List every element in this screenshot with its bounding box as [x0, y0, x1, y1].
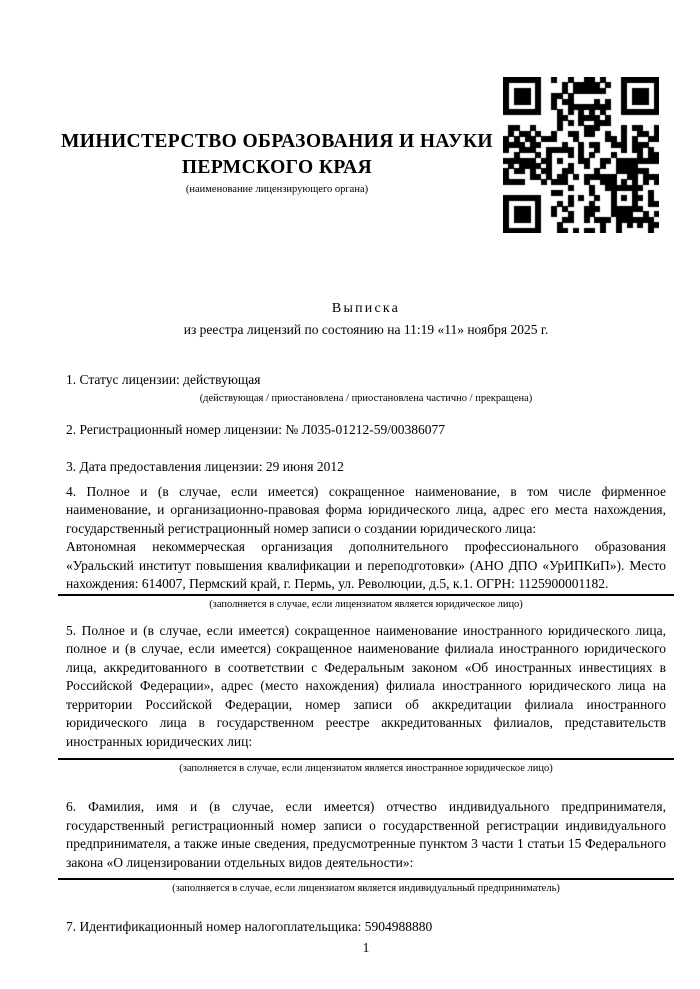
legal-entity-question: 4. Полное и (в случае, если имеется) сокращенное наименование, в том числе фирменное наименование, и организационно-правовая форма юридического лица, адрес его места нахождения, государственный регистрационный номер записи о создании юридического лица: — [66, 483, 666, 536]
section-taxpayer-number: 7. Идентификационный номер налогоплательщика: 5904988880 — [66, 919, 433, 934]
individual-entrepreneur-caption: (заполняется в случае, если лицензиатом является индивидуальный предприниматель) — [172, 883, 560, 894]
document-body — [66, 300, 666, 937]
ministry-name-line2: ПЕРМСКОГО КРАЯ — [181, 156, 373, 178]
section-grant-date: 3. Дата предоставления лицензии: 29 июня 2012 — [66, 459, 344, 474]
title-line1: Выписка — [331, 301, 401, 316]
foreign-entity-caption: (заполняется в случае, если лицензиатом является иностранное юридическое лицо) — [179, 763, 553, 774]
foreign-entity-fill-line — [58, 758, 674, 760]
foreign-entity-question: 5. Полное и (в случае, если имеется) сокращенное наименование иностранного юридического лица, полное и (в случае, если имеется) сокращенное наименование филиала иностранного юридического лица, аккредитованного в соответствии с Федеральным законом «Об иностранных инвестициях в Российской Федерации», адрес (место нахождения) филиала иностранного юридического лица на территории Российской Федерации, номер записи об аккредитации филиала иностранного юридического лица в государственном реестре аккредитованных филиалов, представительств иностранных юридических лиц: — [66, 622, 666, 749]
licensing-authority-caption: (наименование лицензирующего органа) — [185, 184, 369, 195]
section-legal-entity — [66, 483, 666, 612]
qr-code — [503, 77, 659, 233]
section-license-status: 1. Статус лицензии: действующая — [66, 372, 261, 387]
document-title — [66, 300, 666, 339]
section-individual-entrepreneur — [66, 798, 666, 896]
legal-entity-fill-line — [58, 594, 674, 596]
ministry-header — [57, 129, 497, 198]
legal-entity-caption: (заполняется в случае, если лицензиатом является юридическое лицо) — [209, 598, 523, 610]
title-line2: из реестра лицензий по состоянию на 11:19 «11» ноября 2025 г. — [183, 321, 549, 337]
individual-entrepreneur-fill-line — [58, 878, 674, 880]
license-status-options-caption: (действующая / приостановлена / приостановлена частично / прекращена) — [199, 392, 533, 404]
legal-entity-answer: Автономная некоммерческая организация дополнительного профессионального образования «Уральский институт повышения квалификации и переподготовки» (АНО ДПО «УрИПКиП»). Место нахождения: 614007, Пермский край, г. Пермь, ул. Революции, д.5, к.1. ОГРН: 1125900001182. — [66, 539, 666, 591]
individual-entrepreneur-question: 6. Фамилия, имя и (в случае, если имеется) отчество индивидуального предпринимателя, государственный регистрационный номер записи о государственной регистрации индивидуального предпринимателя, а также иные сведения, предусмотренные пунктом 3 части 1 статьи 15 Федерального закона «О лицензировании отдельных видов деятельности»: — [66, 799, 666, 870]
page-number: 1 — [362, 940, 370, 955]
section-foreign-entity — [66, 622, 666, 777]
ministry-name-line1: МИНИСТЕРСТВО ОБРАЗОВАНИЯ И НАУКИ — [61, 131, 493, 152]
section-registration-number: 2. Регистрационный номер лицензии: № Л035-01212-59/00386077 — [66, 421, 446, 437]
